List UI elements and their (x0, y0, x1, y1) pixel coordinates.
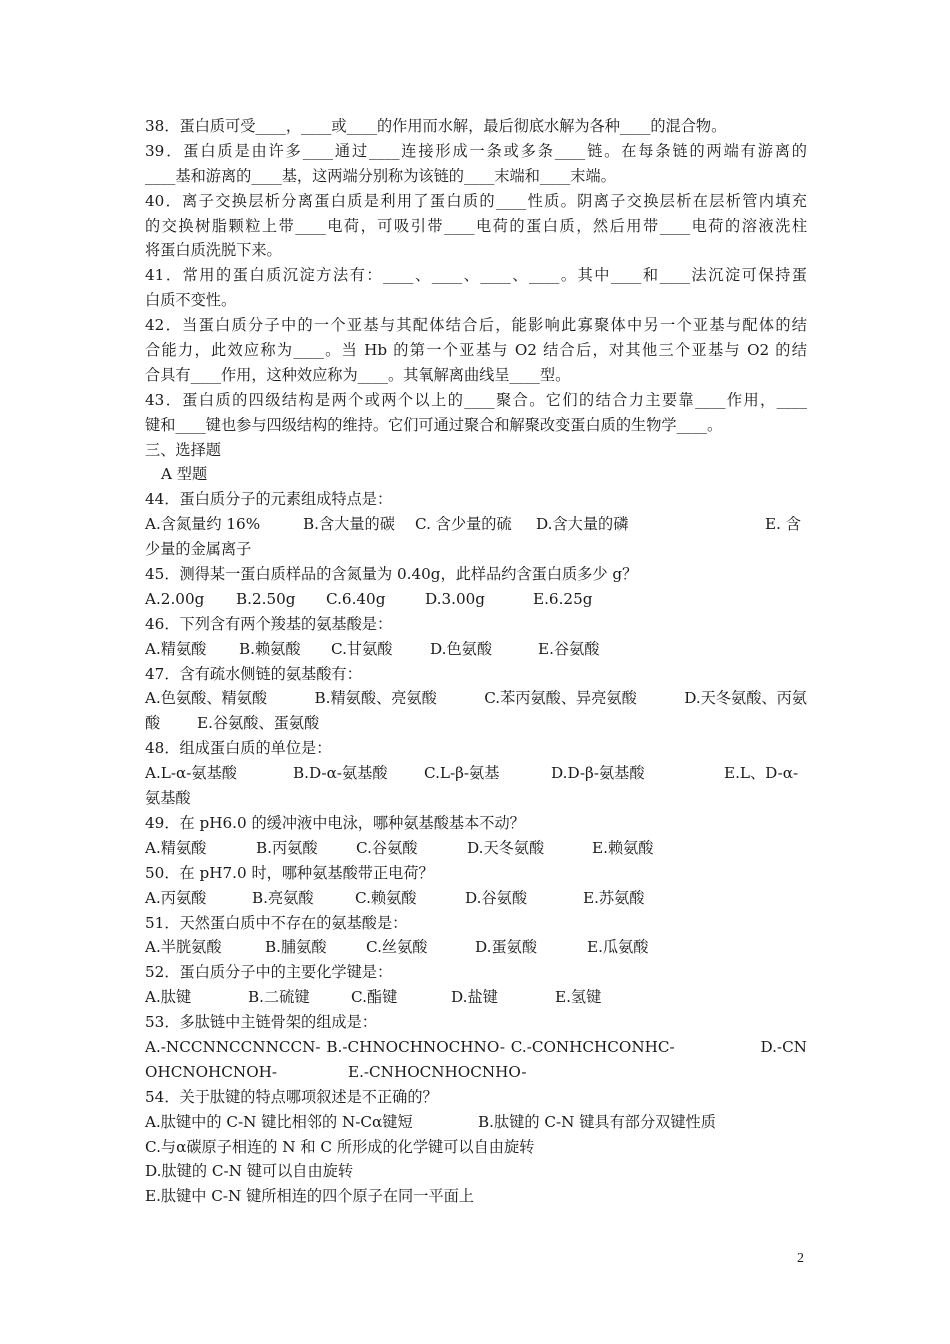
option-d: D.-CN (760, 1037, 807, 1056)
option-e: E.-CNHOCNHOCNHO- (348, 1062, 527, 1081)
question-47-options (145, 686, 807, 711)
question-54: 54．关于肽键的特点哪项叙述是不正确的？ (145, 1087, 438, 1106)
question-50: 50．在 pH7.0 时，哪种氨基酸带正电荷？ (145, 863, 434, 882)
question-44-cont: 少量的金属离子 (145, 540, 252, 559)
option-c: C.-CONHCHCONHC- (510, 1037, 675, 1056)
question-51-options (145, 935, 807, 960)
option-e: E.赖氨酸 (592, 838, 654, 857)
option-b: B.肽键的 C-N 键具有部分双键性质 (478, 1112, 716, 1131)
option-a: A.精氨酸 (145, 639, 207, 658)
option-e: E.肽键中 C-N 键所相连的四个原子在同一平面上 (145, 1187, 474, 1206)
option-a: A.肽键中的 C-N 键比相邻的 N-Cα键短 (145, 1112, 413, 1131)
option-e: E.瓜氨酸 (587, 938, 649, 957)
question-46: 46．下列含有两个羧基的氨基酸是： (145, 614, 393, 633)
option-c: C. 含少量的硫 (415, 515, 512, 534)
question-53-cont (145, 1060, 807, 1085)
option-a: A.半胱氨酸 (145, 938, 222, 957)
question-49-options (145, 836, 807, 861)
option-b: B.D-α-氨基酸 (293, 764, 388, 783)
option-d-cont: OHCNOHCNOH- (145, 1062, 278, 1081)
option-d: D.天冬氨酸 (467, 838, 545, 857)
option-c: C.与α碳原子相连的 N 和 C 所形成的化学键可以自由旋转 (145, 1137, 535, 1156)
option-c: C.赖氨酸 (355, 888, 417, 907)
question-39-cont: ____基和游离的____基，这两端分别称为该链的____末端和____末端。 (145, 166, 616, 185)
option-a: A.含氮量约 16% (145, 515, 261, 534)
option-b: B.赖氨酸 (239, 639, 301, 658)
option-b: B.丙氨酸 (256, 838, 318, 857)
question-38: 38．蛋白质可受____，____或____的作用而水解，最后彻底水解为各种____的混合物。 (145, 117, 727, 135)
subsection-heading: A 型题 (161, 465, 208, 484)
question-48: 48．组成蛋白质的单位是： (145, 739, 332, 758)
question-48-cont: 氨基酸 (145, 789, 191, 808)
option-e: E.谷氨酸、蛋氨酸 (197, 714, 320, 733)
question-48-options (145, 761, 807, 786)
option-c: C.甘氨酸 (331, 639, 393, 658)
question-44: 44．蛋白质分子的元素组成特点是： (145, 490, 393, 509)
option-d: D.含大量的磷 (536, 515, 629, 534)
question-50-options (145, 886, 807, 911)
option-d: D.D-β-氨基酸 (551, 764, 645, 783)
option-a: A.2.00g (145, 589, 205, 608)
option-d: D.肽键的 C-N 键可以自由旋转 (145, 1162, 354, 1181)
option-b: B.精氨酸、亮氨酸 (314, 689, 437, 708)
question-47: 47．含有疏水侧链的氨基酸有： (145, 664, 362, 683)
option-b: B.2.50g (236, 589, 296, 608)
question-42-end: 合具有____作用，这种效应称为____。其氧解离曲线呈____型。 (145, 365, 571, 384)
question-42: 42．当蛋白质分子中的一个亚基与其配体结合后，能影响此寡聚体中另一个亚基与配体的结 (145, 316, 807, 335)
option-e: E.苏氨酸 (583, 888, 645, 907)
question-41: 41．常用的蛋白质沉淀方法有：____、____、____、____。其中____和____法沉淀可保持蛋 (145, 266, 807, 285)
option-d: D.天冬氨酸、丙氨 (684, 689, 807, 708)
question-43-cont: 键和____键也参与四级结构的维持。它们可通过聚合和解聚改变蛋白质的生物学____。 (145, 415, 723, 434)
option-d: D.色氨酸 (430, 639, 493, 658)
question-46-options (145, 637, 807, 662)
question-41-cont: 白质不变性。 (145, 291, 237, 310)
option-d-cont: 酸 (145, 714, 161, 733)
option-d: D.谷氨酸 (465, 888, 528, 907)
question-54-options-ab (145, 1110, 807, 1135)
question-52: 52．蛋白质分子中的主要化学键是： (145, 963, 393, 982)
option-b: B.亮氨酸 (252, 888, 314, 907)
option-d: D.3.00g (425, 589, 486, 608)
option-b: B.含大量的碳 (303, 515, 395, 534)
section-heading: 三、选择题 (145, 440, 221, 459)
option-c: C.谷氨酸 (356, 838, 418, 857)
question-40-cont: 的交换树脂颗粒上带____电荷，可吸引带____电荷的蛋白质，然后用带____电荷的溶液洗柱 (145, 216, 807, 235)
option-a: A.肽键 (145, 988, 192, 1007)
option-b: B.-CHNOCHNOCHNO- (326, 1037, 505, 1056)
question-53-options (145, 1035, 807, 1060)
option-e: E.谷氨酸 (538, 639, 600, 658)
document-page (145, 114, 807, 1209)
question-45: 45．测得某一蛋白质样品的含氮量为 0.40g，此样品约含蛋白质多少 g？ (145, 565, 638, 584)
question-44-options (145, 512, 807, 537)
question-53: 53．多肽链中主链骨架的组成是： (145, 1013, 377, 1032)
option-c: C.L-β-氨基 (424, 764, 500, 783)
option-e: E.6.25g (533, 589, 593, 608)
option-d: D.蛋氨酸 (475, 938, 538, 957)
option-e: E. 含 (765, 515, 801, 534)
question-40: 40．离子交换层析分离蛋白质是利用了蛋白质的____性质。阴离子交换层析在层析管内填充 (145, 191, 807, 210)
option-a: A.色氨酸、精氨酸 (145, 689, 268, 708)
option-d: D.盐键 (451, 988, 498, 1007)
option-c: C.酯键 (351, 988, 398, 1007)
question-40-end: 将蛋白质洗脱下来。 (145, 241, 282, 260)
option-c: C.6.40g (326, 589, 386, 608)
option-b: B.二硫键 (248, 988, 310, 1007)
option-a: A.-NCCNNCCNNCCN- (145, 1037, 321, 1056)
question-45-options (145, 587, 807, 612)
question-47-cont (145, 711, 807, 736)
question-42-cont: 合能力，此效应称为____。当 Hb 的第一个亚基与 O2 结合后，对其他三个亚基与 O2 的结 (145, 341, 807, 360)
question-49: 49．在 pH6.0 的缓冲液中电泳，哪种氨基酸基本不动？ (145, 813, 525, 832)
option-c: C.丝氨酸 (366, 938, 428, 957)
option-e: E.L、D-α- (724, 764, 799, 783)
page-number: 2 (797, 1251, 804, 1266)
question-39: 39．蛋白质是由许多____通过____连接形成一条或多条____链。在每条链的两端有游离的 (145, 141, 807, 160)
question-52-options (145, 985, 807, 1010)
question-43: 43．蛋白质的四级结构是两个或两个以上的____聚合。它们的结合力主要靠____作用，____ (145, 390, 807, 409)
option-a: A.精氨酸 (145, 838, 207, 857)
option-a: A.L-α-氨基酸 (145, 764, 237, 783)
option-e: E.氢键 (555, 988, 602, 1007)
option-c: C.苯丙氨酸、异亮氨酸 (484, 689, 637, 708)
question-51: 51．天然蛋白质中不存在的氨基酸是： (145, 913, 408, 932)
option-b: B.脯氨酸 (265, 938, 327, 957)
option-a: A.丙氨酸 (145, 888, 207, 907)
